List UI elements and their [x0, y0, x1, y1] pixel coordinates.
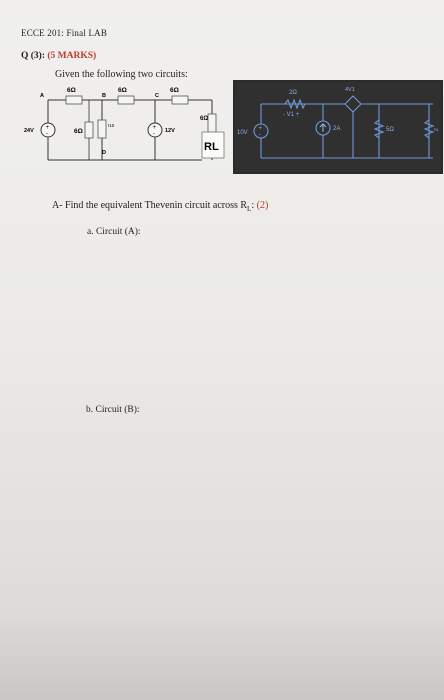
- dependent-label: I10: [108, 123, 115, 128]
- resistor-c-right: [172, 96, 188, 104]
- svg-text:-: -: [153, 131, 155, 137]
- node-label-d: D: [102, 150, 106, 156]
- intro-text: Given the following two circuits:: [55, 69, 188, 80]
- dependent-element: [98, 120, 106, 138]
- load-rl-label-b: RL: [434, 127, 440, 132]
- course-header: ECCE 201: Final LAB: [21, 28, 108, 38]
- node-label-a: A: [40, 93, 44, 99]
- circuit-b-diagram: [233, 80, 443, 174]
- resistor-c-right-value: 6Ω: [170, 87, 179, 94]
- resistor-right-value: 6Ω: [200, 116, 209, 122]
- source-24v-label: 24V: [24, 128, 34, 134]
- part-a-subscript: L: [247, 205, 252, 213]
- source-2a-label: 2A: [333, 126, 341, 132]
- resistor-bc-value: 6Ω: [118, 87, 127, 94]
- sub-question-a: a. Circuit (A):: [87, 227, 141, 237]
- dependent-source-label: 4V1: [345, 87, 355, 93]
- svg-text:+: +: [258, 126, 263, 132]
- resistor-ab-value: 6Ω: [67, 87, 76, 94]
- node-label-c: C: [155, 93, 159, 99]
- v1-polarity-label: - V1 +: [283, 112, 300, 118]
- part-a-colon: :: [251, 200, 257, 211]
- node-label-b: B: [102, 93, 106, 99]
- resistor-middle: [85, 122, 93, 138]
- resistor-middle-value: 6Ω: [74, 128, 83, 135]
- sub-question-b: b. Circuit (B):: [86, 405, 140, 415]
- resistor-2-ohm-label: 2Ω: [289, 90, 297, 96]
- resistor-bc: [118, 96, 134, 104]
- source-12v-label: 12V: [165, 128, 175, 134]
- question-title: [21, 51, 96, 61]
- resistor-5-ohm-label: 5Ω: [386, 127, 394, 133]
- source-10v-label: 10V: [237, 130, 248, 136]
- part-a-text: A- Find the equivalent Thevenin circuit across R: [52, 200, 248, 211]
- resistor-right: [208, 114, 216, 132]
- svg-text:+: +: [45, 125, 50, 131]
- question-marks: (5 MARKS): [47, 51, 97, 61]
- svg-text:-: -: [259, 132, 261, 138]
- svg-text:+: +: [152, 125, 157, 131]
- circuit-a-diagram: [22, 82, 227, 170]
- part-a-question: [52, 200, 268, 213]
- load-rl-label: RL: [204, 141, 219, 153]
- paper-shadow: [0, 610, 444, 700]
- svg-text:-: -: [46, 131, 48, 137]
- question-label: Q (3):: [21, 51, 46, 61]
- resistor-ab: [66, 96, 82, 104]
- part-a-marks: (2): [256, 200, 269, 211]
